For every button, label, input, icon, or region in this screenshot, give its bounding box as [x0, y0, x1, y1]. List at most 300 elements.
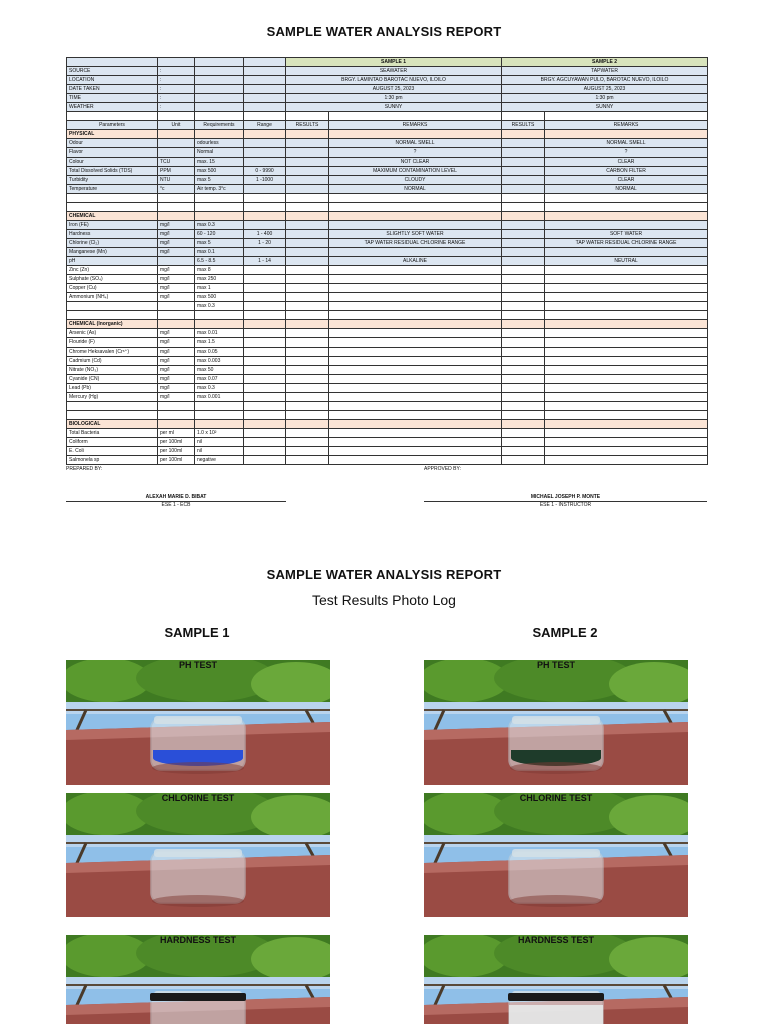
table-cell: [286, 447, 329, 456]
parameter-name: Flavor: [67, 148, 158, 157]
empty-cell: [502, 202, 545, 211]
parameter-name: Colour: [67, 157, 158, 166]
parameter-name: Zinc (Zn): [67, 266, 158, 275]
table-cell: [502, 338, 545, 347]
sample1-ph-photo: [66, 660, 330, 785]
sample1-remark: [329, 293, 502, 302]
table-cell: [329, 329, 502, 338]
parameter-row: [67, 175, 708, 184]
range: [244, 293, 286, 302]
sample2-info-value: SUNNY: [502, 103, 708, 112]
table-cell: [244, 329, 286, 338]
unit: TCU: [158, 157, 195, 166]
sample2-result: [502, 184, 545, 193]
section-title: CHEMICAL: [67, 211, 158, 220]
sample2-remark: [545, 284, 708, 293]
sample2-result: [502, 157, 545, 166]
sample2-result: [502, 175, 545, 184]
column-header-row: [67, 121, 708, 130]
table-cell: [286, 293, 329, 302]
parameter-row: [67, 365, 708, 374]
table-cell: [329, 130, 502, 139]
sample2-ph-photo: [424, 660, 688, 785]
sample2-remark: CLEAR: [545, 175, 708, 184]
table-cell: [158, 211, 195, 220]
empty-cell: [67, 311, 158, 320]
empty-cell: [195, 193, 244, 202]
sample1-remark: ?: [329, 148, 502, 157]
requirement: Air temp. 3°c: [195, 184, 244, 193]
empty-cell: [286, 202, 329, 211]
sample2-result: [502, 139, 545, 148]
table-cell: [545, 419, 708, 428]
parameter-name: Total Bacteria: [67, 428, 158, 437]
jar-photo: [424, 935, 688, 1024]
parameter-name: Temperature: [67, 184, 158, 193]
jar-photo: [66, 935, 330, 1024]
info-row: [67, 76, 708, 85]
column-header: RESULTS: [502, 121, 545, 130]
photo-label: CHLORINE TEST: [519, 793, 593, 803]
table-cell: [286, 229, 329, 238]
table-cell: [502, 293, 545, 302]
unit: mg/l: [158, 365, 195, 374]
sample1-remark: SLIGHTLY SOFT WATER: [329, 229, 502, 238]
sample1-result: [286, 139, 329, 148]
table-cell: [502, 211, 545, 220]
sample2-header: SAMPLE 2: [502, 58, 708, 67]
table-cell: [286, 365, 329, 374]
info-label: DATE TAKEN: [67, 85, 158, 94]
empty-cell: [286, 311, 329, 320]
table-cell: [158, 58, 195, 67]
parameter-name: Iron (FE): [67, 220, 158, 229]
empty-cell: [329, 401, 502, 410]
table-cell: [244, 392, 286, 401]
sample1-result: [286, 175, 329, 184]
parameter-row: [67, 456, 708, 465]
section-row: [67, 211, 708, 220]
sample1-remark: [329, 247, 502, 256]
empty-cell: [67, 202, 158, 211]
table-cell: [502, 419, 545, 428]
jar-photo: [66, 793, 330, 917]
empty-cell: [158, 401, 195, 410]
table-cell: [158, 419, 195, 428]
parameter-name: Cadmium (Cd): [67, 356, 158, 365]
empty-cell: [67, 193, 158, 202]
table-cell: [244, 76, 286, 85]
parameter-name: [67, 302, 158, 311]
empty-cell: [195, 311, 244, 320]
empty-cell: [195, 410, 244, 419]
sample1-remark: CLOUDY: [329, 175, 502, 184]
spacer-row: [67, 112, 708, 121]
photo-label: HARDNESS TEST: [517, 935, 594, 945]
unit: mg/l: [158, 266, 195, 275]
requirement: Normal: [195, 148, 244, 157]
unit: PPM: [158, 166, 195, 175]
sample1-heading: SAMPLE 1: [164, 625, 230, 640]
sample2-remark: [545, 302, 708, 311]
range: 1 -1000: [244, 175, 286, 184]
sample2-remark: CLEAR: [545, 157, 708, 166]
empty-cell: [329, 202, 502, 211]
table-cell: [329, 447, 502, 456]
requirement: max 8: [195, 266, 244, 275]
unit: mg/l: [158, 347, 195, 356]
table-cell: [286, 383, 329, 392]
table-cell: [545, 392, 708, 401]
table-cell: [244, 365, 286, 374]
table-cell: [195, 103, 244, 112]
jar-photo: [424, 793, 688, 917]
table-cell: [286, 338, 329, 347]
table-cell: [244, 419, 286, 428]
unit: mg/l: [158, 374, 195, 383]
empty-cell: [158, 112, 195, 121]
preparer-name: ALEXAH MARIE D. BIBAT: [145, 494, 207, 500]
requirement: max 0.003: [195, 356, 244, 365]
parameter-row: [67, 166, 708, 175]
sample1-result: [286, 157, 329, 166]
column-header: Range: [244, 121, 286, 130]
empty-cell: [545, 401, 708, 410]
unit: mg/l: [158, 229, 195, 238]
photo-label: HARDNESS TEST: [159, 935, 236, 945]
unit: mg/l: [158, 220, 195, 229]
parameter-row: [67, 148, 708, 157]
sample2-remark: NEUTRAL: [545, 257, 708, 266]
unit: mg/l: [158, 284, 195, 293]
parameter-row: [67, 157, 708, 166]
spacer-row: [67, 193, 708, 202]
empty-cell: [502, 193, 545, 202]
sample2-remark: NORMAL: [545, 184, 708, 193]
approved-by-label: APPROVED BY:: [424, 466, 461, 472]
parameter-name: pH: [67, 257, 158, 266]
table-cell: [244, 428, 286, 437]
photolog-subtitle: Test Results Photo Log: [312, 592, 456, 608]
parameter-row: [67, 374, 708, 383]
parameter-name: Lead (Pb): [67, 383, 158, 392]
report-title: SAMPLE WATER ANALYSIS REPORT: [266, 24, 502, 39]
parameter-name: Total Dissolved Solids (TDS): [67, 166, 158, 175]
unit: [158, 148, 195, 157]
empty-cell: [545, 193, 708, 202]
info-row: [67, 67, 708, 76]
requirement: max 0.3: [195, 220, 244, 229]
table-cell: [286, 238, 329, 247]
table-cell: [286, 320, 329, 329]
empty-cell: [286, 410, 329, 419]
sample2-info-value: TAPWATER: [502, 67, 708, 76]
empty-cell: [244, 112, 286, 121]
table-cell: [286, 329, 329, 338]
table-cell: [329, 419, 502, 428]
table-cell: [329, 437, 502, 446]
approver-role: ESE 1 - INSTRUCTOR: [539, 502, 592, 508]
requirement: negative: [195, 456, 244, 465]
parameter-row: [67, 293, 708, 302]
sample2-heading: SAMPLE 2: [532, 625, 598, 640]
section-row: [67, 320, 708, 329]
requirement: nil: [195, 447, 244, 456]
column-header: REMARKS: [545, 121, 708, 130]
range: [244, 184, 286, 193]
range: [244, 148, 286, 157]
range: 1 - 14: [244, 257, 286, 266]
table-cell: [502, 392, 545, 401]
table-cell: [502, 257, 545, 266]
table-cell: [286, 392, 329, 401]
table-cell: [195, 320, 244, 329]
parameter-name: E. Coli: [67, 447, 158, 456]
section-title: PHYSICAL: [67, 130, 158, 139]
preparer-role: ESE 1 - ECB: [161, 502, 191, 508]
sample2-chlorine-photo: [424, 793, 688, 917]
parameter-name: Flouride (F): [67, 338, 158, 347]
table-cell: [286, 284, 329, 293]
table-cell: [502, 284, 545, 293]
table-cell: [195, 67, 244, 76]
parameter-row: [67, 347, 708, 356]
table-cell: [502, 130, 545, 139]
requirement: max 500: [195, 293, 244, 302]
table-cell: [329, 365, 502, 374]
sample1-result: [286, 184, 329, 193]
sample2-remark: CARBON FILTER: [545, 166, 708, 175]
table-cell: [195, 58, 244, 67]
parameter-row: [67, 257, 708, 266]
requirement: max 0.3: [195, 383, 244, 392]
parameter-row: [67, 266, 708, 275]
column-header: Unit: [158, 121, 195, 130]
range: [244, 284, 286, 293]
sample1-hardness-photo: [66, 935, 330, 1024]
sample1-remark: MAXIMUM CONTAMINATION LEVEL: [329, 166, 502, 175]
table-cell: [244, 85, 286, 94]
sample2-remark: ?: [545, 148, 708, 157]
table-cell: [502, 329, 545, 338]
table-cell: [545, 329, 708, 338]
empty-cell: [545, 112, 708, 121]
unit: [158, 139, 195, 148]
requirement: max 250: [195, 275, 244, 284]
unit: mg/l: [158, 338, 195, 347]
table-cell: [502, 229, 545, 238]
table-cell: [545, 130, 708, 139]
table-cell: [244, 374, 286, 383]
requirement: max 0.07: [195, 374, 244, 383]
section-title: BIOLOGICAL: [67, 419, 158, 428]
parameter-row: [67, 229, 708, 238]
sample1-info-value: SUNNY: [286, 103, 502, 112]
unit: per 100ml: [158, 456, 195, 465]
table-cell: [329, 392, 502, 401]
unit: NTU: [158, 175, 195, 184]
unit: [158, 302, 195, 311]
table-cell: [286, 456, 329, 465]
table-cell: [329, 347, 502, 356]
table-cell: [545, 428, 708, 437]
unit: mg/l: [158, 392, 195, 401]
table-cell: [244, 67, 286, 76]
info-label: WEATHER: [67, 103, 158, 112]
requirement: 60 - 120: [195, 229, 244, 238]
empty-cell: [286, 112, 329, 121]
requirement: nil: [195, 437, 244, 446]
unit: mg/l: [158, 247, 195, 256]
table-cell: [502, 266, 545, 275]
jar-photo: [424, 660, 688, 785]
parameter-row: [67, 220, 708, 229]
parameter-name: Chrome Heksavalen (Cr⁶⁺): [67, 347, 158, 356]
sample1-remark: NORMAL: [329, 184, 502, 193]
table-cell: [502, 238, 545, 247]
sample2-hardness-photo: [424, 935, 688, 1024]
empty-cell: [545, 311, 708, 320]
table-cell: [329, 374, 502, 383]
table-cell: [195, 211, 244, 220]
parameter-name: Manganese (Mn): [67, 247, 158, 256]
table-cell: [244, 447, 286, 456]
table-cell: [244, 456, 286, 465]
table-cell: [244, 58, 286, 67]
parameter-row: [67, 275, 708, 284]
unit: [158, 257, 195, 266]
table-cell: [502, 365, 545, 374]
table-cell: [244, 103, 286, 112]
table-cell: [286, 220, 329, 229]
table-cell: [545, 356, 708, 365]
parameter-name: Ammonium (NH₄): [67, 293, 158, 302]
parameter-name: Odour: [67, 139, 158, 148]
table-cell: [286, 275, 329, 284]
parameter-name: Nitrate (NO₃): [67, 365, 158, 374]
unit: mg/l: [158, 275, 195, 284]
sample1-remark: NOT CLEAR: [329, 157, 502, 166]
empty-cell: [244, 193, 286, 202]
unit: °c: [158, 184, 195, 193]
empty-cell: [67, 410, 158, 419]
sample1-chlorine-photo: [66, 793, 330, 917]
approver-name: MICHAEL JOSEPH P. MONTE: [530, 494, 601, 500]
table-cell: [286, 266, 329, 275]
empty-cell: [158, 193, 195, 202]
requirement: max 5: [195, 175, 244, 184]
table-cell: [286, 347, 329, 356]
table-cell: [545, 437, 708, 446]
info-label: LOCATION: [67, 76, 158, 85]
table-cell: [244, 211, 286, 220]
empty-cell: [158, 410, 195, 419]
parameter-row: [67, 284, 708, 293]
table-cell: [502, 456, 545, 465]
empty-cell: [67, 112, 158, 121]
info-label: SOURCE: [67, 67, 158, 76]
sample2-remark: [545, 266, 708, 275]
parameter-row: [67, 139, 708, 148]
sample1-result: [286, 148, 329, 157]
parameter-row: [67, 356, 708, 365]
table-cell: [244, 94, 286, 103]
sample1-remark: TAP WATER RESIDUAL CHLORINE RANGE: [329, 238, 502, 247]
sample1-remark: NORMAL SMELL: [329, 139, 502, 148]
table-cell: [286, 302, 329, 311]
table-cell: [195, 76, 244, 85]
sample1-result: [286, 166, 329, 175]
sample1-header: SAMPLE 1: [286, 58, 502, 67]
sample2-info-value: BRGY. AGCUYAWAN PULO, BAROTAC NUEVO, ILOILO: [502, 76, 708, 85]
table-cell: [286, 419, 329, 428]
table-cell: [67, 58, 158, 67]
prepared-by-label: PREPARED BY:: [66, 466, 103, 472]
photo-label: PH TEST: [536, 660, 575, 670]
table-cell: [244, 437, 286, 446]
sample1-remark: ALKALINE: [329, 257, 502, 266]
range: [244, 275, 286, 284]
range: 1 - 20: [244, 238, 286, 247]
info-separator: :: [158, 103, 195, 112]
empty-cell: [545, 410, 708, 419]
table-cell: [195, 94, 244, 103]
table-cell: [286, 211, 329, 220]
range: [244, 266, 286, 275]
sample1-remark: [329, 302, 502, 311]
requirement: 1.0 x 10²: [195, 428, 244, 437]
sample1-remark: [329, 275, 502, 284]
table-cell: [158, 320, 195, 329]
column-header: REMARKS: [329, 121, 502, 130]
unit: mg/l: [158, 238, 195, 247]
table-cell: [545, 347, 708, 356]
column-header: Parameters: [67, 121, 158, 130]
sample1-remark: [329, 284, 502, 293]
unit: per 100ml: [158, 447, 195, 456]
sample2-remark: [545, 275, 708, 284]
unit: mg/l: [158, 329, 195, 338]
table-cell: [502, 437, 545, 446]
requirement: max 0.3: [195, 302, 244, 311]
empty-cell: [286, 193, 329, 202]
sample1-remark: [329, 220, 502, 229]
unit: per ml: [158, 428, 195, 437]
unit: mg/l: [158, 356, 195, 365]
parameter-row: [67, 437, 708, 446]
table-cell: [545, 320, 708, 329]
table-cell: [502, 220, 545, 229]
section-title: CHEMICAL (Inorganic): [67, 320, 158, 329]
table-cell: [545, 456, 708, 465]
spacer-row: [67, 401, 708, 410]
parameter-row: [67, 338, 708, 347]
parameter-name: Salmonela sp: [67, 456, 158, 465]
table-cell: [502, 428, 545, 437]
sample1-info-value: AUGUST 25, 2023: [286, 85, 502, 94]
info-label: TIME: [67, 94, 158, 103]
spacer-row: [67, 311, 708, 320]
sample2-remark: NORMAL SMELL: [545, 139, 708, 148]
empty-cell: [502, 401, 545, 410]
range: 1 - 400: [244, 229, 286, 238]
unit: per 100ml: [158, 437, 195, 446]
range: [244, 247, 286, 256]
empty-cell: [329, 311, 502, 320]
range: [244, 139, 286, 148]
empty-cell: [329, 112, 502, 121]
sample2-info-value: AUGUST 25, 2023: [502, 85, 708, 94]
